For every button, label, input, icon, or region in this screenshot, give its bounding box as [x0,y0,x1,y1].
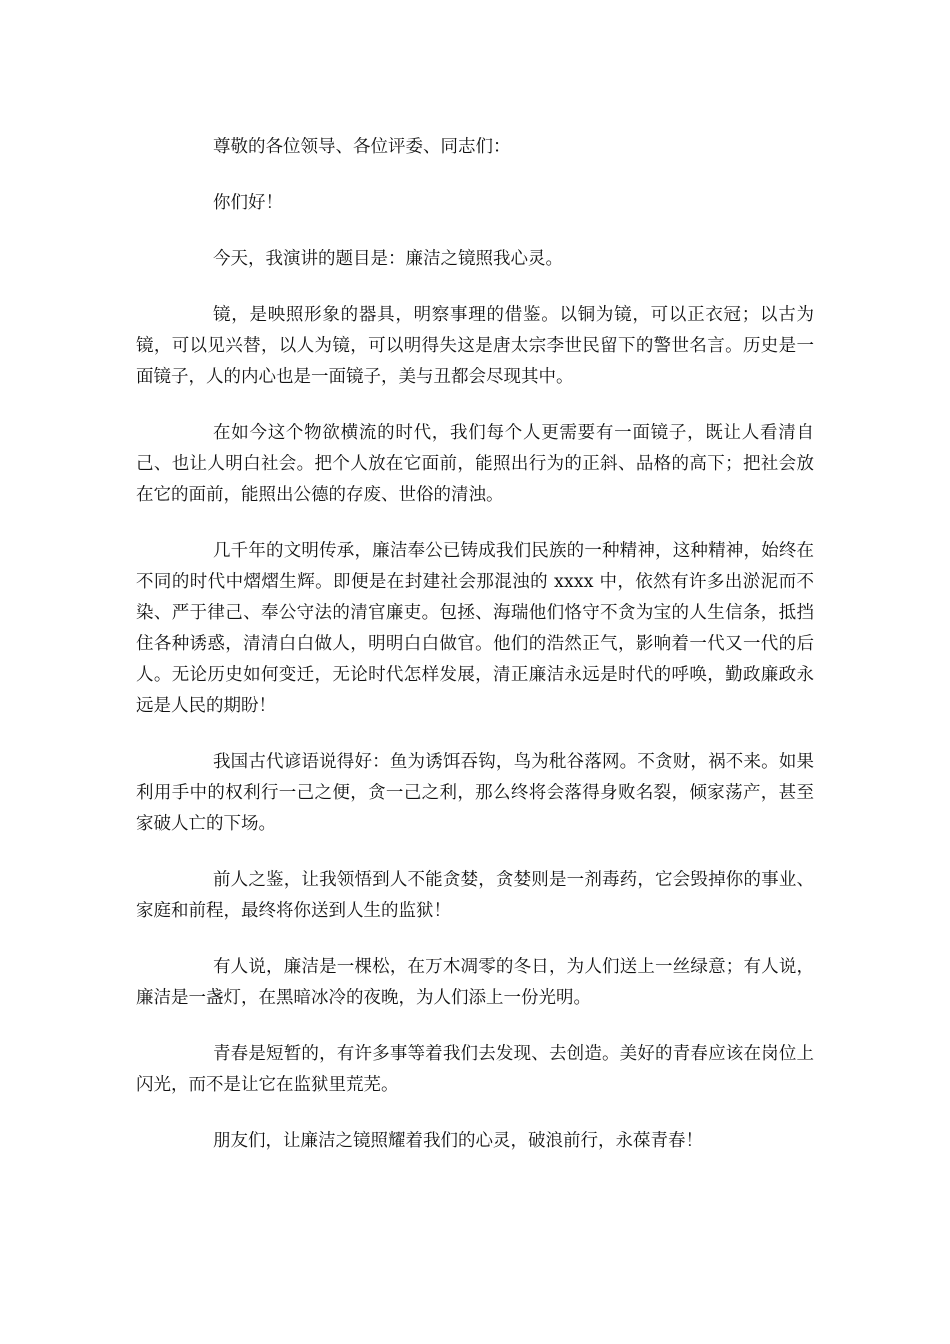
paragraph-mirror: 镜，是映照形象的器具，明察事理的借鉴。以铜为镜，可以正衣冠；以古为镜，可以见兴替，以人为镜，可以明得失这是唐太宗李世民留下的警世名言。历史是一面镜子，人的内心也是一面镜子，美与丑都会尽现其中。 [136,305,814,387]
paragraph-youth: 青春是短暂的，有许多事等着我们去发现、去创造。美好的青春应该在岗位上闪光，而不是让它在监狱里荒芜。 [136,1044,814,1095]
paragraph-lesson: 前人之鉴，让我领悟到人不能贪婪，贪婪则是一剂毒药，它会毁掉你的事业、家庭和前程，最终将你送到人生的监狱！ [136,870,814,921]
paragraph-proverb: 我国古代谚语说得好：鱼为诱饵吞钩，鸟为秕谷落网。不贪财，祸不来。如果利用手中的权利行一己之便，贪一己之利，那么终将会落得身败名裂，倾家荡产，甚至家破人亡的下场。 [136,752,814,834]
closing-line: 朋友们，让廉洁之镜照耀着我们的心灵，破浪前行，永葆青春！ [213,1131,703,1151]
paragraph-era: 在如今这个物欲横流的时代，我们每个人更需要有一面镜子，既让人看清自己、也让人明白社会。把个人放在它面前，能照出行为的正斜、品格的高下；把社会放在它的面前，能照出公德的存废、世俗的清浊。 [136,423,814,505]
paragraph-history: 几千年的文明传承，廉洁奉公已铸成我们民族的一种精神，这种精神，始终在不同的时代中熠熠生辉。即便是在封建社会那混浊的 xxxx 中，依然有许多出淤泥而不染、严于律己、奉公守法的清官廉吏。包拯、海瑞他们恪守不贪为宝的人生信条，抵挡住各种诱惑，清清白白做人，明明白白做官。他们的浩然正气，影响着一代又一代的后人。无论历史如何变迁，无论时代怎样发展，清正廉洁永远是时代的呼唤，勤政廉政永远是人民的期盼！ [136,541,814,716]
salutation: 尊敬的各位领导、各位评委、同志们： [213,137,511,157]
greeting: 你们好！ [213,193,283,213]
paragraph-metaphor: 有人说，廉洁是一棵松，在万木凋零的冬日，为人们送上一丝绿意；有人说，廉洁是一盏灯，在黑暗冰冷的夜晚，为人们添上一份光明。 [136,957,814,1008]
speech-body [136,132,814,1182]
speech-title-line: 今天，我演讲的题目是：廉洁之镜照我心灵。 [213,249,563,269]
